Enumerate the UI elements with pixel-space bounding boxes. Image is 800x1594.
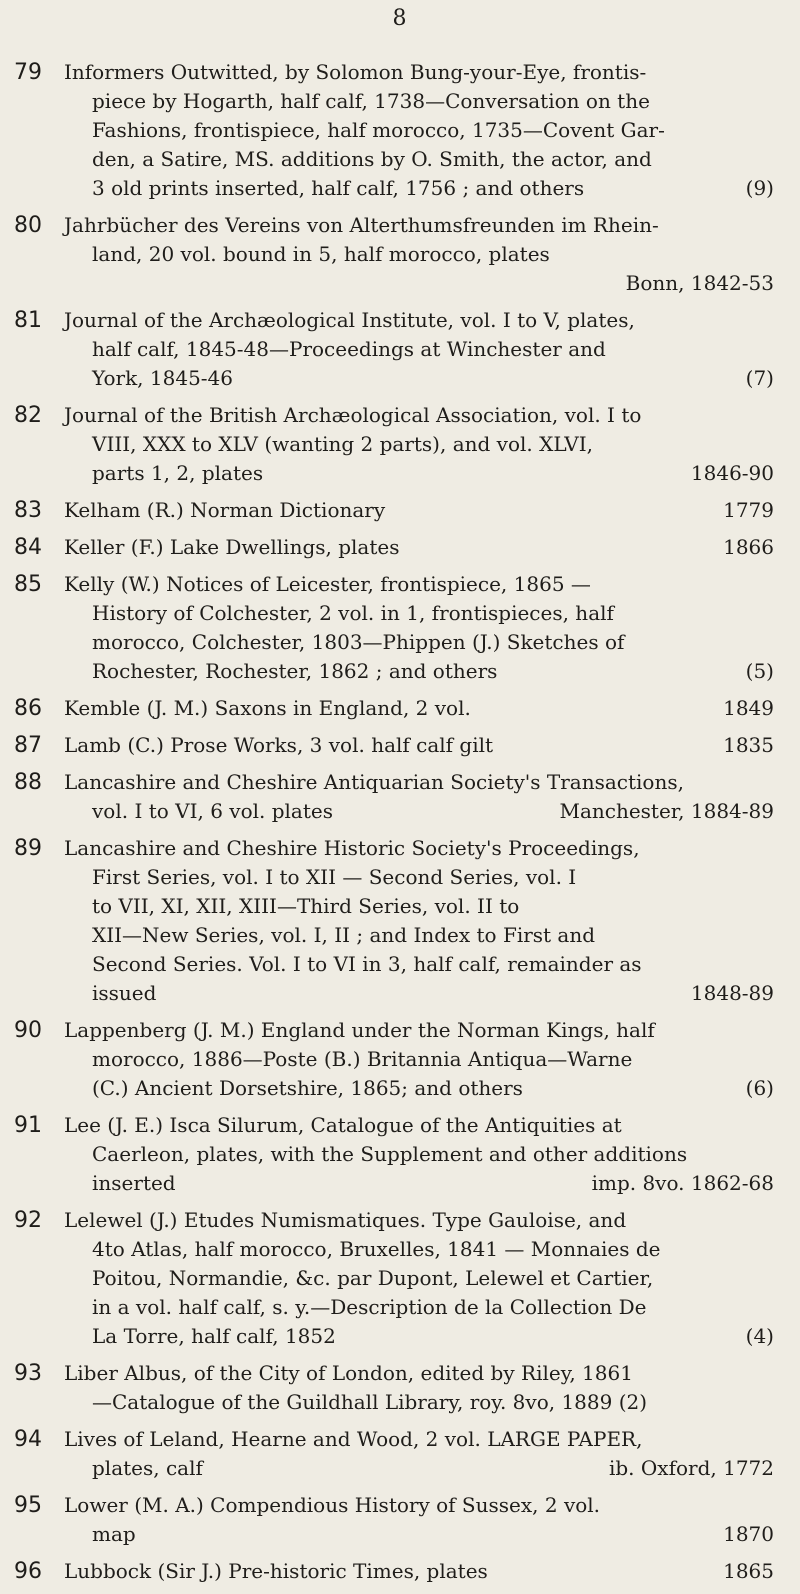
entry-line-date: (7)	[745, 366, 774, 390]
lot-number: 86	[14, 696, 42, 721]
entry-line-text: in a vol. half calf, s. y.—Description de la Collection De	[92, 1295, 647, 1319]
lot-number: 92	[14, 1208, 42, 1233]
entry-line-date: Manchester, 1884-89	[559, 799, 774, 823]
entry-line-text: Caerleon, plates, with the Supplement and other additions	[92, 1142, 688, 1166]
entry-list	[14, 58, 774, 1594]
entry-line	[64, 1264, 774, 1293]
entry-line	[64, 211, 774, 240]
entry-line-text: Rochester, Rochester, 1862 ; and others	[92, 659, 498, 683]
entry-line	[64, 834, 774, 863]
catalogue-entry	[14, 401, 774, 488]
entry-line	[64, 1140, 774, 1169]
lot-number: 93	[14, 1361, 42, 1386]
entry-line	[64, 1557, 774, 1586]
entry-line-date: Bonn, 1842-53	[625, 271, 774, 295]
entry-line-text: Lower (M. A.) Compendious History of Sussex, 2 vol.	[64, 1493, 601, 1517]
entry-line	[64, 657, 774, 686]
catalogue-entry	[14, 58, 774, 203]
entry-line	[64, 1520, 774, 1549]
entry-line	[64, 1293, 774, 1322]
entry-description	[64, 496, 774, 525]
entry-line-date: imp. 8vo. 1862-68	[591, 1171, 774, 1195]
entry-line-text: Kelham (R.) Norman Dictionary	[64, 498, 386, 522]
catalogue-entry	[14, 306, 774, 393]
entry-line-text: Lee (J. E.) Isca Silurum, Catalogue of the Antiquities at	[64, 1113, 622, 1137]
entry-line-text: Kelly (W.) Notices of Leicester, frontispiece, 1865 —	[64, 572, 591, 596]
entry-line	[64, 768, 774, 797]
entry-line	[64, 950, 774, 979]
entry-line-text: Second Series. Vol. I to VI in 3, half calf, remainder as	[92, 952, 642, 976]
entry-line-date: 1846-90	[690, 461, 774, 485]
catalogue-entry	[14, 768, 774, 826]
entry-line-text: map	[92, 1522, 136, 1546]
entry-line	[64, 1322, 774, 1351]
entry-line	[64, 496, 774, 525]
entry-line-date: (9)	[745, 176, 774, 200]
entry-line-text: parts 1, 2, plates	[92, 461, 264, 485]
lot-number: 80	[14, 213, 42, 238]
catalogue-entry	[14, 1491, 774, 1549]
entry-line	[64, 892, 774, 921]
entry-line	[64, 430, 774, 459]
catalogue-entry	[14, 1206, 774, 1351]
entry-line-text: VIII, XXX to XLV (wanting 2 parts), and vol. XLVI,	[92, 432, 593, 456]
entry-line-text: Journal of the Archæological Institute, vol. I to V, plates,	[64, 308, 635, 332]
entry-line-text: Journal of the British Archæological Association, vol. I to	[64, 403, 642, 427]
entry-line-text: La Torre, half calf, 1852	[92, 1324, 336, 1348]
entry-line-text: inserted	[92, 1171, 176, 1195]
entry-line	[64, 1206, 774, 1235]
entry-line	[64, 1074, 774, 1103]
entry-line	[64, 1359, 774, 1388]
lot-number: 81	[14, 308, 42, 333]
entry-line-text: morocco, Colchester, 1803—Phippen (J.) Sketches of	[92, 630, 625, 654]
catalogue-entry	[14, 211, 774, 298]
catalogue-entry	[14, 731, 774, 760]
entry-line-text: (C.) Ancient Dorsetshire, 1865; and others	[92, 1076, 523, 1100]
entry-line-text: 3 old prints inserted, half calf, 1756 ; and others	[92, 176, 585, 200]
entry-description	[64, 1557, 774, 1586]
entry-description	[64, 731, 774, 760]
entry-line-text: History of Colchester, 2 vol. in 1, frontispieces, half	[92, 601, 614, 625]
lot-number: 95	[14, 1493, 42, 1518]
entry-line-text: Informers Outwitted, by Solomon Bung-your-Eye, frontis-	[64, 60, 647, 84]
lot-number: 89	[14, 836, 42, 861]
entry-line-text	[92, 269, 618, 298]
entry-line-text: issued	[92, 981, 157, 1005]
entry-line	[64, 306, 774, 335]
catalogue-entry	[14, 1557, 774, 1586]
entry-line	[64, 1016, 774, 1045]
entry-description	[64, 834, 774, 1008]
entry-line	[64, 1169, 774, 1198]
catalogue-entry	[14, 533, 774, 562]
entry-description	[64, 401, 774, 488]
lot-number: 84	[14, 535, 42, 560]
lot-number: 88	[14, 770, 42, 795]
entry-description	[64, 58, 774, 203]
entry-line	[64, 58, 774, 87]
entry-description	[64, 1016, 774, 1103]
lot-number: 91	[14, 1113, 42, 1138]
entry-line-date: 1835	[723, 733, 774, 757]
entry-line-text: Lamb (C.) Prose Works, 3 vol. half calf gilt	[64, 733, 494, 757]
entry-line-text: morocco, 1886—Poste (B.) Britannia Antiqua—Warne	[92, 1047, 633, 1071]
entry-description	[64, 306, 774, 393]
entry-line	[64, 694, 774, 723]
entry-line-text: Lubbock (Sir J.) Pre-historic Times, plates	[64, 1559, 488, 1583]
entry-line	[64, 533, 774, 562]
entry-line-text: vol. I to VI, 6 vol. plates	[92, 799, 333, 823]
entry-line-date: 1849	[723, 696, 774, 720]
entry-line-text: Lappenberg (J. M.) England under the Norman Kings, half	[64, 1018, 655, 1042]
entry-line-date: (6)	[745, 1076, 774, 1100]
entry-description	[64, 570, 774, 686]
entry-description	[64, 1359, 774, 1417]
entry-line	[64, 1454, 774, 1483]
entry-line-text: to VII, XI, XII, XIII—Third Series, vol. II to	[92, 894, 520, 918]
lot-number: 94	[14, 1427, 42, 1452]
entry-line	[64, 87, 774, 116]
entry-line-text: XII—New Series, vol. I, II ; and Index to First and	[92, 923, 596, 947]
entry-line	[64, 797, 774, 826]
entry-line-text: Lelewel (J.) Etudes Numismatiques. Type Gauloise, and	[64, 1208, 627, 1232]
entry-line-date: (4)	[745, 1324, 774, 1348]
entry-line-text: 4to Atlas, half morocco, Bruxelles, 1841 — Monnaies de	[92, 1237, 661, 1261]
entry-line-date: 1865	[723, 1559, 774, 1583]
entry-line-text: half calf, 1845-48—Proceedings at Winchester and	[92, 337, 606, 361]
entry-description	[64, 694, 774, 723]
entry-line	[64, 1388, 774, 1417]
entry-line-text: Lancashire and Cheshire Historic Society's Proceedings,	[64, 836, 640, 860]
entry-line-text: Jahrbücher des Vereins von Alterthumsfreunden im Rhein-	[64, 213, 659, 237]
entry-description	[64, 768, 774, 826]
entry-line-text: Lives of Leland, Hearne and Wood, 2 vol. LARGE PAPER,	[64, 1427, 643, 1451]
entry-line-text: den, a Satire, MS. additions by O. Smith, the actor, and	[92, 147, 652, 171]
entry-line	[64, 459, 774, 488]
lot-number: 87	[14, 733, 42, 758]
entry-line	[64, 1045, 774, 1074]
entry-line-text: Keller (F.) Lake Dwellings, plates	[64, 535, 400, 559]
entry-description	[64, 1425, 774, 1483]
entry-line	[64, 599, 774, 628]
entry-line-date: 1870	[723, 1522, 774, 1546]
lot-number: 85	[14, 572, 42, 597]
lot-number: 96	[14, 1559, 42, 1584]
entry-description	[64, 1491, 774, 1549]
entry-line-text: plates, calf	[92, 1456, 203, 1480]
entry-line	[64, 240, 774, 269]
entry-description	[64, 1111, 774, 1198]
page-number: 8	[392, 6, 408, 31]
catalogue-entry	[14, 694, 774, 723]
entry-description	[64, 533, 774, 562]
lot-number: 90	[14, 1018, 42, 1043]
entry-line	[64, 364, 774, 393]
catalogue-entry	[14, 1111, 774, 1198]
entry-line	[64, 174, 774, 203]
entry-line	[64, 863, 774, 892]
catalogue-entry	[14, 1016, 774, 1103]
entry-line	[64, 1111, 774, 1140]
entry-line-date: 1848-89	[690, 981, 774, 1005]
entry-line-text: land, 20 vol. bound in 5, half morocco, plates	[92, 242, 550, 266]
entry-line	[64, 979, 774, 1008]
entry-line-text: piece by Hogarth, half calf, 1738—Conversation on the	[92, 89, 650, 113]
entry-line-date: (5)	[745, 659, 774, 683]
entry-line-text: Lancashire and Cheshire Antiquarian Society's Transactions,	[64, 770, 684, 794]
entry-line	[64, 1425, 774, 1454]
lot-number: 82	[14, 403, 42, 428]
entry-line	[64, 116, 774, 145]
entry-line-text: First Series, vol. I to XII — Second Series, vol. I	[92, 865, 577, 889]
entry-line-date: 1866	[723, 535, 774, 559]
entry-line	[64, 145, 774, 174]
entry-line	[64, 921, 774, 950]
entry-line	[64, 269, 774, 298]
entry-line	[64, 570, 774, 599]
entry-description	[64, 211, 774, 298]
entry-line-text: Liber Albus, of the City of London, edited by Riley, 1861	[64, 1361, 633, 1385]
entry-line	[64, 401, 774, 430]
catalogue-entry	[14, 570, 774, 686]
entry-line-text: —Catalogue of the Guildhall Library, roy. 8vo, 1889 (2)	[92, 1390, 648, 1414]
lot-number: 79	[14, 60, 42, 85]
catalogue-entry	[14, 1359, 774, 1417]
entry-line	[64, 1491, 774, 1520]
catalogue-entry	[14, 834, 774, 1008]
entry-line-text: Fashions, frontispiece, half morocco, 1735—Covent Gar-	[92, 118, 665, 142]
lot-number: 83	[14, 498, 42, 523]
entry-line	[64, 731, 774, 760]
entry-line-text: Poitou, Normandie, &c. par Dupont, Lelewel et Cartier,	[92, 1266, 654, 1290]
entry-line-text: York, 1845-46	[92, 366, 234, 390]
entry-description	[64, 1206, 774, 1351]
entry-line	[64, 628, 774, 657]
catalogue-entry	[14, 1425, 774, 1483]
entry-line-date: ib. Oxford, 1772	[608, 1456, 774, 1480]
entry-line-text: Kemble (J. M.) Saxons in England, 2 vol.	[64, 696, 471, 720]
catalogue-entry	[14, 496, 774, 525]
entry-line	[64, 335, 774, 364]
entry-line-date: 1779	[723, 498, 774, 522]
